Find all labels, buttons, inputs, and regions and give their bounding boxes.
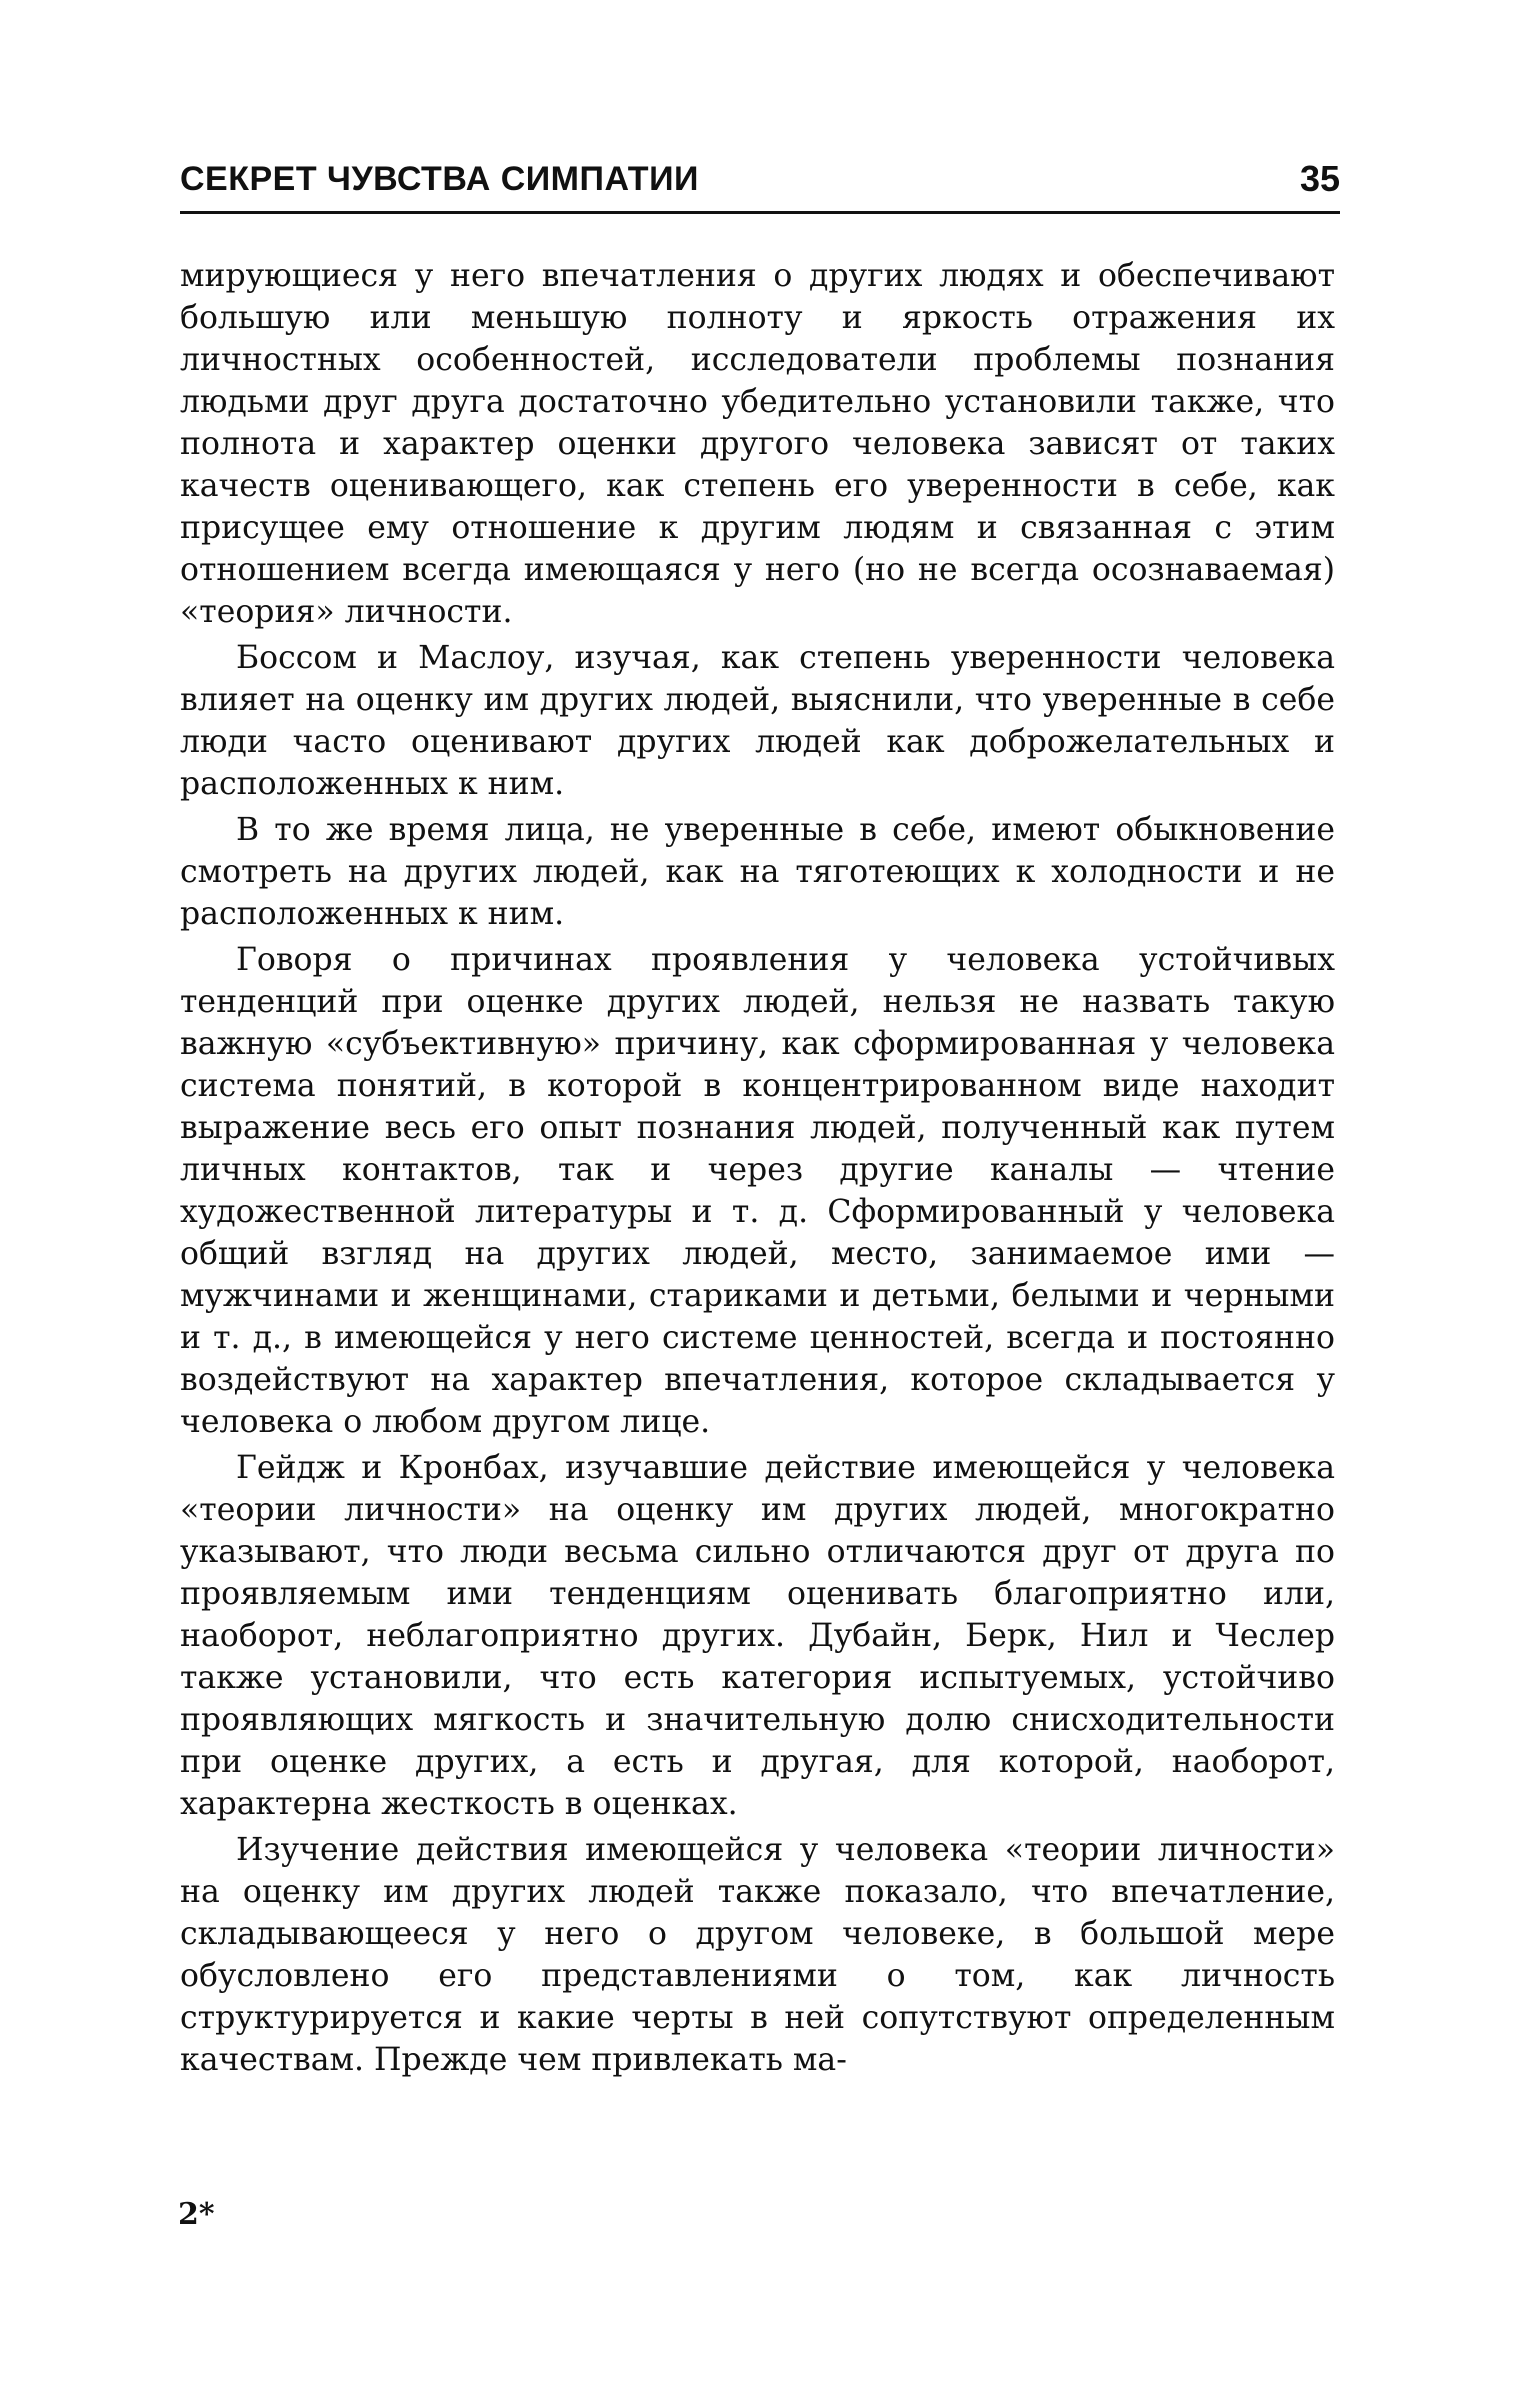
paragraph: Боссом и Маслоу, изучая, как степень уверенности человека влияет на оценку им других людей, выяснили, что уверенные в себе люди часто оценивают других людей как доброжелательных и расположенных к ним. (180, 640, 1335, 802)
signature-mark: 2* (178, 2197, 215, 2232)
body-text (180, 255, 1335, 2085)
running-header (180, 160, 1340, 210)
paragraph: В то же время лица, не уверенные в себе, имеют обыкновение смотреть на других людей, как на тяготеющих к холодности и не расположенных к ним. (180, 812, 1335, 932)
running-title: СЕКРЕТ ЧУВСТВА СИМПАТИИ (180, 160, 699, 198)
paragraph-continued: мирующиеся у него впечатления о других людях и обеспечивают большую или меньшую полноту и яркость отражения их личностных особенностей, исследователи проблемы познания людьми друг друга достаточно убедительно установили также, что полнота и характер оценки другого человека зависят от таких качеств оценивающего, как степень его уверенности в себе, как присущее ему отношение к другим людям и связанная с этим отношением всегда имеющаяся у него (но не всегда осознаваемая) «теория» личности. (180, 258, 1335, 630)
header-rule (180, 211, 1340, 214)
paragraph: Гейдж и Кронбах, изучавшие действие имеющейся у человека «теории личности» на оценку им других людей, многократно указывают, что люди весьма сильно отличаются друг от друга по проявляемым ими тенденциям оценивать благоприятно или, наоборот, неблагоприятно других. Дубайн, Берк, Нил и Чеслер также установили, что есть категория испытуемых, устойчиво проявляющих мягкость и значительную долю снисходительности при оценке других, а есть и другая, для которой, наоборот, характерна жесткость в оценках. (180, 1450, 1335, 1822)
page-number: 35 (1299, 158, 1340, 199)
paragraph: Говоря о причинах проявления у человека устойчивых тенденций при оценке других людей, нельзя не назвать такую важную «субъективную» причину, как сформированная у человека система понятий, в которой в концентрированном виде находит выражение весь его опыт познания людей, полученный как путем личных контактов, так и через другие каналы — чтение художественной литературы и т. д. Сформированный у человека общий взгляд на других людей, место, занимаемое ими — мужчинами и женщинами, стариками и детьми, белыми и черными и т. д., в имеющейся у него системе ценностей, всегда и постоянно воздействуют на характер впечатления, которое складывается у человека о любом другом лице. (180, 942, 1335, 1440)
paragraph: Изучение действия имеющейся у человека «теории личности» на оценку им других людей также показало, что впечатление, складывающееся у него о другом человеке, в большой мере обусловлено его представлениями о том, как личность структурируется и какие черты в ней сопутствуют определенным качествам. Прежде чем привлекать ма- (180, 1832, 1335, 2078)
